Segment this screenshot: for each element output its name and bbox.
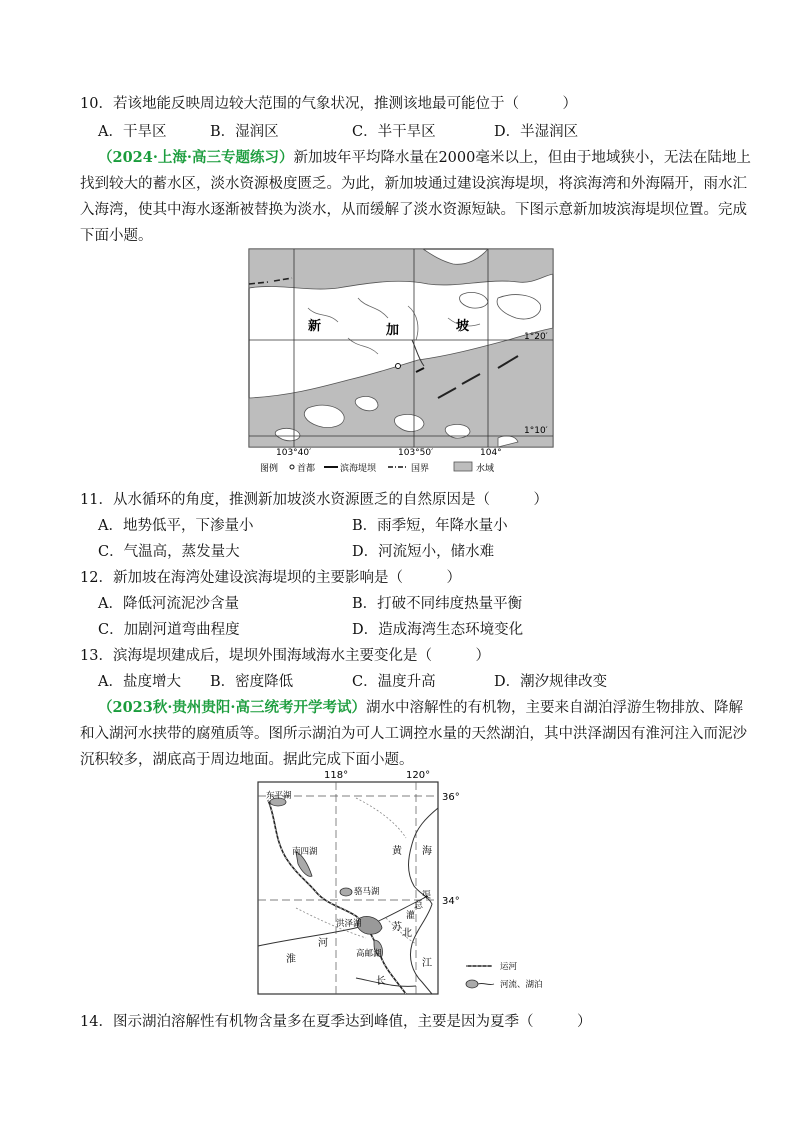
map2-hongze-lake: 洪泽湖: [336, 919, 362, 929]
map1-label-xin: 新: [308, 319, 322, 334]
map2-label-jiang: 江: [422, 958, 432, 969]
q12-option-b[interactable]: B．打破不同纬度热量平衡: [352, 596, 523, 612]
map2-label-huai: 淮: [286, 954, 296, 965]
q12-option-d[interactable]: D．造成海湾生态环境变化: [352, 622, 524, 638]
map2-lon-118: 118°: [324, 770, 349, 781]
material1-source: （2024·上海·高三专题练习）: [98, 149, 294, 166]
material1-line-2: 找到较大的蓄水区，淡水资源极度匮乏。为此，新加坡通过建设滨海堤坝，将滨海湾和外海隔开，雨水汇: [80, 176, 747, 192]
map1-lat-1: 1°20′: [524, 332, 548, 342]
material2-line-2: 和入湖河水挟带的腐殖质等。图所示湖泊为可人工调控水量的天然湖泊，其中洪泽湖因有淮河注入而泥沙: [80, 726, 747, 742]
q10-option-a[interactable]: A．干旱区: [98, 124, 167, 140]
map1-lat-2: 1°10′: [524, 426, 548, 436]
lakes-map: [256, 768, 576, 1004]
map2-label-bei: 北: [402, 928, 412, 939]
map2-luoma-lake: 骆马湖: [354, 887, 380, 897]
q14-stem: 14．图示湖泊溶解性有机物含量多在夏季达到峰值，主要是因为夏季（ ）: [80, 1014, 592, 1030]
q10-option-c[interactable]: C．半干旱区: [352, 124, 436, 140]
map2-lon-120: 120°: [406, 770, 431, 781]
q13-option-d[interactable]: D．潮汐规律改变: [494, 674, 608, 690]
q13-option-a[interactable]: A．盐度增大: [98, 674, 181, 690]
q10-stem: 10．若该地能反映周边较大范围的气象状况，推测该地最可能位于（ ）: [80, 96, 577, 112]
map2-dongping-lake: 东平湖: [266, 791, 292, 801]
material2-first-line: [98, 698, 743, 718]
map1-legend-title: 图例: [260, 464, 279, 474]
singapore-map: [248, 248, 554, 476]
material1-line-4: 下面小题。: [80, 228, 153, 244]
map2-label-chang: 长: [376, 976, 386, 987]
map2-legend: [466, 962, 543, 990]
map2-gaoyou-lake: 高邮湖: [356, 949, 382, 959]
map2-nansi-lake: 南四湖: [292, 847, 318, 857]
map1-lon-1: 103°40′: [276, 448, 312, 458]
map2-lat-36: 36°: [442, 792, 460, 803]
map2-legend-river-lake: 河流、湖泊: [500, 980, 543, 990]
q12-option-a[interactable]: A．降低河流泥沙含量: [98, 596, 239, 612]
q10-option-b[interactable]: B．湿润区: [210, 124, 279, 140]
map1-legend-border: 国界: [411, 464, 430, 474]
q11-option-a[interactable]: A．地势低平，下渗量小: [98, 518, 254, 534]
map2-label-hai: 海: [422, 846, 432, 857]
q10-option-d[interactable]: D．半湿润区: [494, 124, 579, 140]
map2-label-zong: 总: [414, 901, 424, 911]
q11-option-c[interactable]: C．气温高，蒸发量大: [98, 544, 240, 560]
map2-label-qu: 渠: [422, 891, 432, 901]
map1-label-jia: 加: [386, 323, 400, 338]
material1-line-3: 入海湾，使其中海水逐渐被替换为淡水，从而缓解了淡水资源短缺。下图示意新加坡滨海堤坝位置。完成: [80, 202, 747, 218]
map2-label-guan: 灌: [406, 911, 416, 921]
map1-legend-dam: 滨海堤坝: [340, 464, 377, 474]
map2-label-huang: 黄: [392, 846, 402, 857]
q12-stem: 12．新加坡在海湾处建设滨海堤坝的主要影响是（ ）: [80, 570, 461, 586]
q11-option-b[interactable]: B．雨季短，年降水量小: [352, 518, 508, 534]
map2-label-he: 河: [318, 938, 328, 949]
q11-option-d[interactable]: D．河流短小，储水难: [352, 544, 495, 560]
map1-legend-capital: 首都: [297, 464, 316, 474]
q13-option-b[interactable]: B．密度降低: [210, 674, 294, 690]
map2-lat-34: 34°: [442, 896, 460, 907]
q13-stem: 13．滨海堤坝建成后，堤坝外围海域海水主要变化是（ ）: [80, 648, 490, 664]
material2-line-1: 湖水中溶解性的有机物，主要来自湖泊浮游生物排放、降解: [365, 700, 743, 716]
map1-label-po: 坡: [456, 319, 470, 334]
material1-line-1: 新加坡年平均降水量在2000毫米以上，但由于地域狭小，无法在陆地上: [293, 150, 751, 166]
map2-label-su: 苏: [392, 922, 402, 933]
map2-legend-canal: 运河: [500, 962, 518, 972]
material1-first-line: [98, 148, 751, 168]
map1-legend-water: 水域: [476, 464, 495, 474]
map1-lon-3: 104°: [480, 448, 502, 458]
q12-option-c[interactable]: C．加剧河道弯曲程度: [98, 622, 240, 638]
map1-lon-2: 103°50′: [398, 448, 434, 458]
material2-line-3: 沉积较多，湖底高于周边地面。据此完成下面小题。: [80, 752, 414, 768]
map1-legend: [260, 462, 494, 474]
q13-option-c[interactable]: C．温度升高: [352, 674, 436, 690]
q11-stem: 11．从水循环的角度，推测新加坡淡水资源匮乏的自然原因是（ ）: [80, 492, 548, 508]
material2-source: （2023秋·贵州贵阳·高三统考开学考试）: [98, 699, 366, 716]
